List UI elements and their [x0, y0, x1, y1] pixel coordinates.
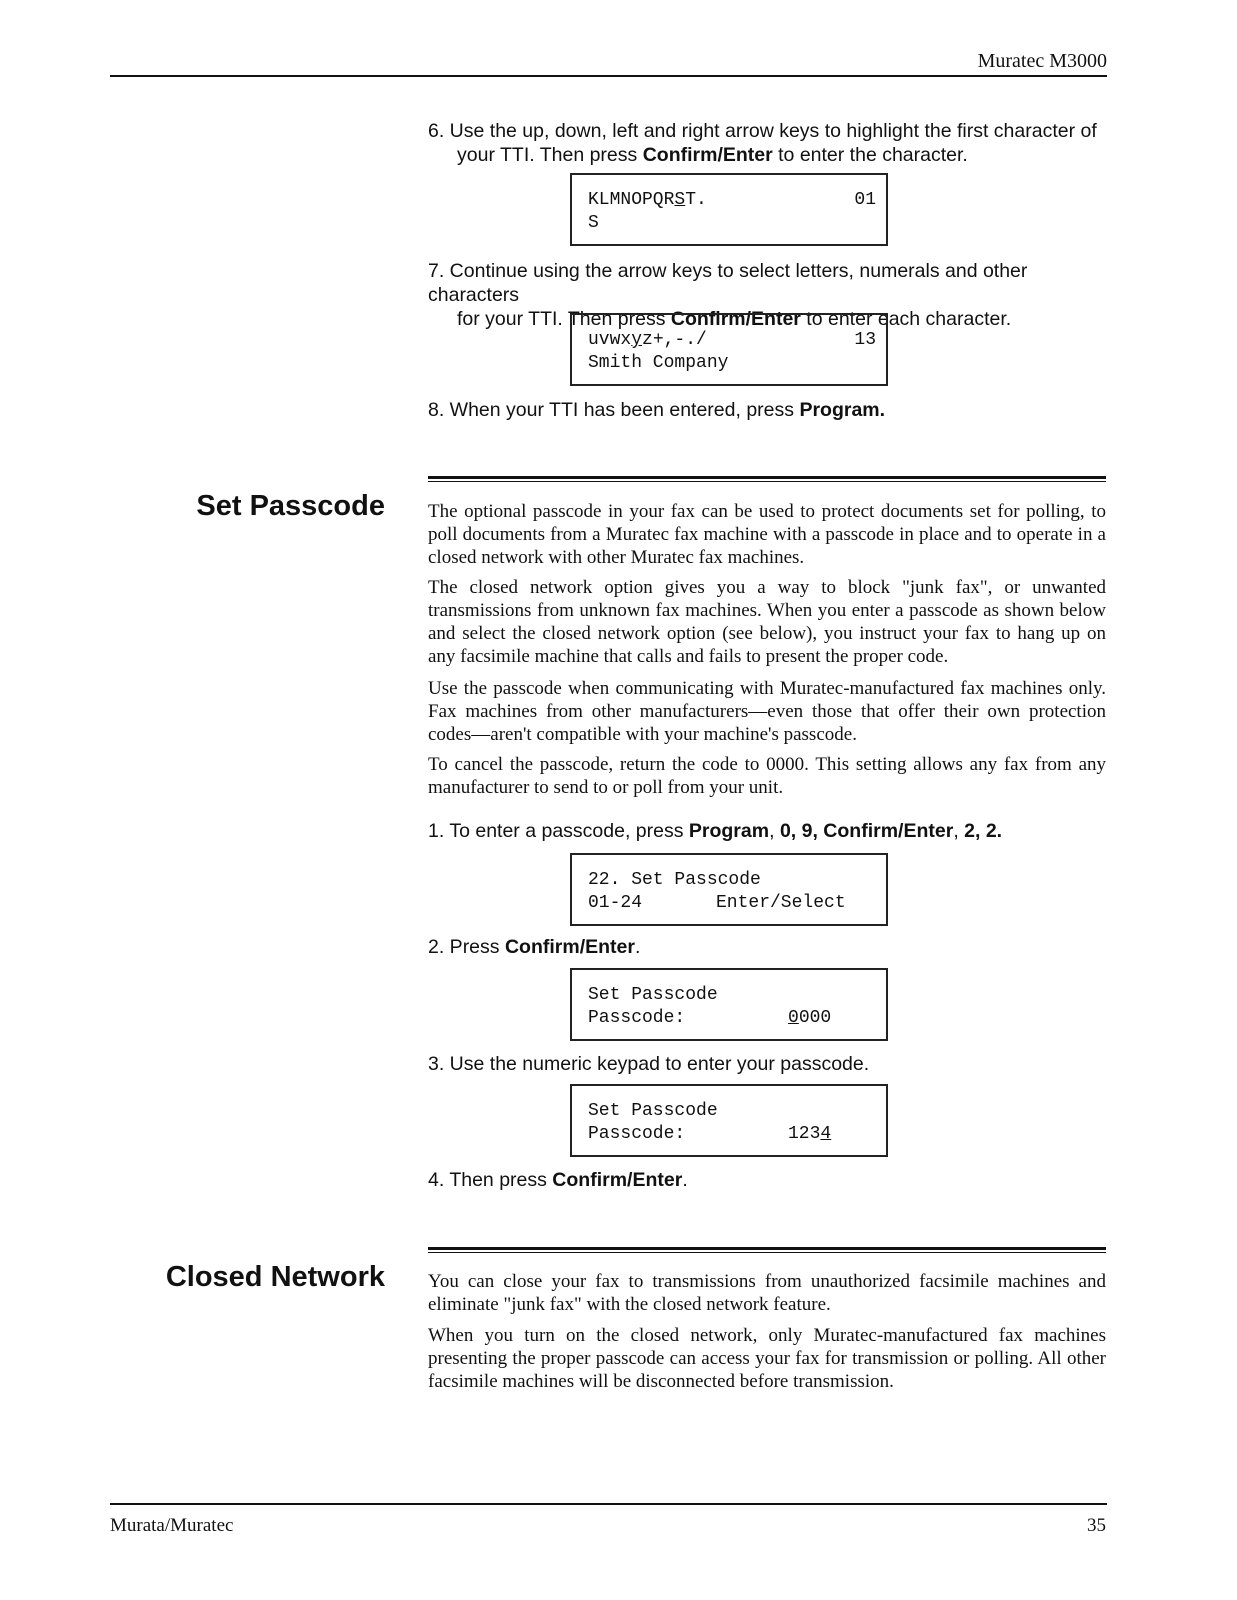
step-number: 3.: [428, 1053, 445, 1075]
lcd-display: [570, 313, 888, 386]
step-text: Use the numeric keypad to enter your passcode.: [444, 1053, 870, 1075]
paragraph: The closed network option gives you a way to block "junk fax", or unwanted transmissions from unknown fax machines. When you enter a passcode as shown below and select the closed network option (see below), you instruct your fax to hang up on any facsimile machine that calls and fails to present the proper code.: [428, 577, 1106, 667]
passcode-step-2: [428, 935, 1118, 959]
lcd-text: T.: [685, 190, 707, 210]
step-text: ,: [769, 820, 780, 842]
step-text: .: [634, 936, 641, 958]
lcd-cursor: S: [674, 190, 686, 210]
step-number: 4.: [428, 1169, 445, 1191]
paragraph: When you turn on the closed network, only Muratec-manufactured fax machines presenting the proper passcode can access your fax for transmission or polling. All other facsimile machines will be disconnected before transmission.: [428, 1325, 1106, 1392]
step-number: 1.: [428, 820, 445, 842]
footer-publisher: Murata/Muratec: [110, 1515, 234, 1536]
lcd-counter: 13: [854, 330, 876, 350]
lcd-line-1: 22. Set Passcode: [588, 870, 761, 890]
step-number: 6.: [428, 120, 445, 142]
lcd-cursor: 0: [788, 1008, 799, 1028]
paragraph: Use the passcode when communicating with Muratec-manufactured fax machines only. Fax machines from other manufacturers—even those that offer their own protection codes—aren't compatible with your machine's passcode.: [428, 678, 1106, 745]
key-name: Program: [688, 820, 770, 842]
lcd-text: uvwx: [588, 330, 632, 350]
section-rule: [428, 1247, 1106, 1253]
lcd-cursor: y: [631, 330, 643, 350]
lcd-display: [570, 173, 888, 246]
key-name: Confirm/Enter: [552, 1169, 683, 1191]
lcd-text: 123: [788, 1124, 821, 1144]
lcd-line-2: S: [588, 213, 599, 233]
lcd-display: [570, 853, 888, 926]
key-name: Confirm/Enter: [642, 144, 773, 166]
lcd-line-1: Set Passcode: [588, 1101, 718, 1121]
lcd-text: Passcode:: [588, 1124, 686, 1144]
lcd-counter: 01: [854, 190, 876, 210]
section-heading-closed-network: Closed Network: [165, 1261, 385, 1293]
lcd-text: Passcode:: [588, 1008, 686, 1028]
section-heading-set-passcode: Set Passcode: [196, 490, 385, 522]
key-name: Program.: [799, 399, 886, 421]
header-rule: [110, 75, 1107, 77]
lcd-text: 01-24: [588, 893, 643, 913]
lcd-line-1: Set Passcode: [588, 985, 718, 1005]
lcd-display: [570, 1084, 888, 1157]
key-name: 2, 2.: [964, 820, 1003, 842]
paragraph: To cancel the passcode, return the code to 0000. This setting allows any fax from any manufacturer to send to or poll from your unit.: [428, 754, 1106, 798]
step-number: 7.: [428, 260, 445, 282]
section-rule: [428, 476, 1106, 482]
lcd-line-2: Smith Company: [588, 353, 729, 373]
step-text: Then press: [444, 1169, 553, 1191]
key-name: Confirm/Enter: [670, 308, 801, 330]
passcode-step-3: [428, 1052, 1118, 1076]
paragraph: You can close your fax to transmissions from unauthorized facsimile machines and eliminate "junk fax" with the closed network feature.: [428, 1271, 1106, 1315]
step-text: Press: [444, 936, 505, 958]
step-text: for your TTI. Then press: [457, 308, 671, 330]
step-text: When your TTI has been entered, press: [444, 399, 800, 421]
step-text: your TTI. Then press: [457, 144, 643, 166]
running-header: Muratec M3000: [977, 50, 1107, 72]
step-text: To enter a passcode, press: [444, 820, 689, 842]
page-number: 35: [1087, 1515, 1106, 1536]
lcd-text: KLMNOPQR: [588, 190, 675, 210]
lcd-cursor: 4: [820, 1124, 832, 1144]
step-text: .: [682, 1169, 688, 1191]
lcd-text: z+,-./: [642, 330, 707, 350]
step-text: to enter each character.: [800, 308, 1012, 330]
step-text: Use the up, down, left and right arrow keys to highlight the first character of: [444, 120, 1097, 142]
passcode-step-1: [428, 819, 1118, 843]
lcd-display: [570, 968, 888, 1041]
step-text: to enter the character.: [772, 144, 968, 166]
footer-rule: [110, 1503, 1107, 1505]
paragraph: The optional passcode in your fax can be used to protect documents set for polling, to poll documents from a Muratec fax machine with a passcode in place and to operate in a closed network with other Muratec fax machines.: [428, 501, 1106, 568]
lcd-text: Enter/Select: [716, 893, 846, 913]
step-text: ,: [953, 820, 965, 842]
key-name: Confirm/Enter: [504, 936, 635, 958]
step-text: Continue using the arrow keys to select letters, numerals and other characters: [428, 260, 1028, 306]
key-name: 0, 9, Confirm/Enter: [779, 820, 954, 842]
step-6: [428, 119, 1118, 167]
lcd-text: 000: [798, 1008, 832, 1028]
passcode-step-4: [428, 1168, 1118, 1192]
step-8: [428, 398, 1118, 422]
step-number: 8.: [428, 399, 445, 421]
step-number: 2.: [428, 936, 445, 958]
